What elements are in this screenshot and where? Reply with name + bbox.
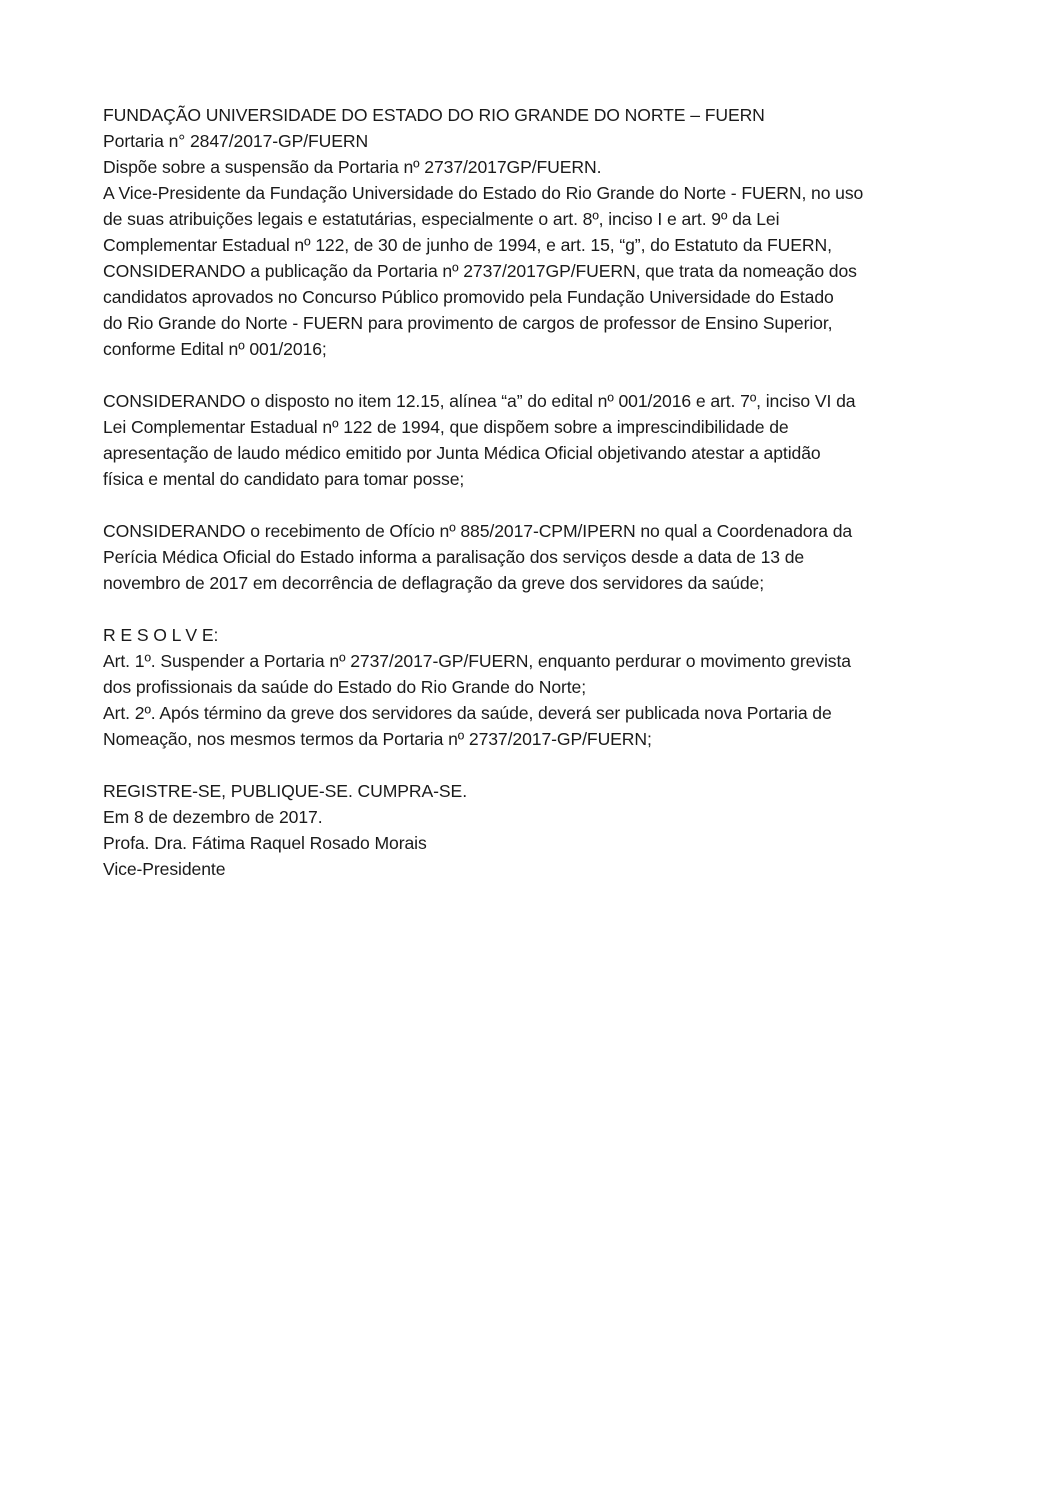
preamble-line: Complementar Estadual nº 122, de 30 de junho de 1994, e art. 15, “g”, do Estatuto da FUERN,	[103, 235, 832, 255]
considerando-line: apresentação de laudo médico emitido por Junta Médica Oficial objetivando atestar a aptidão	[103, 443, 821, 463]
institution-heading: FUNDAÇÃO UNIVERSIDADE DO ESTADO DO RIO GRANDE DO NORTE – FUERN	[103, 105, 765, 125]
preamble-line: CONSIDERANDO a publicação da Portaria nº 2737/2017GP/FUERN, que trata da nomeação dos	[103, 261, 857, 281]
document-body	[103, 102, 963, 882]
considerando-line: novembro de 2017 em decorrência de deflagração da greve dos servidores da saúde;	[103, 573, 764, 593]
preamble-line: candidatos aprovados no Concurso Público promovido pela Fundação Universidade do Estado	[103, 287, 834, 307]
portaria-number: Portaria n° 2847/2017-GP/FUERN	[103, 131, 369, 151]
article-line: Art. 2º. Após término da greve dos servidores da saúde, deverá ser publicada nova Portaria de	[103, 703, 832, 723]
signature-date: Em 8 de dezembro de 2017.	[103, 807, 323, 827]
resolve-heading: R E S O L V E:	[103, 625, 219, 645]
preamble-line: A Vice-Presidente da Fundação Universidade do Estado do Rio Grande do Norte - FUERN, no uso	[103, 183, 864, 203]
considerando-paragraph-3	[103, 518, 963, 596]
considerando-paragraph-2	[103, 388, 963, 492]
signature-role: Vice-Presidente	[103, 859, 226, 879]
considerando-line: CONSIDERANDO o recebimento de Ofício nº 885/2017-CPM/IPERN no qual a Coordenadora da	[103, 521, 853, 541]
article-line: Nomeação, nos mesmos termos da Portaria nº 2737/2017-GP/FUERN;	[103, 729, 652, 749]
signature-name: Profa. Dra. Fátima Raquel Rosado Morais	[103, 833, 427, 853]
considerando-line: física e mental do candidato para tomar posse;	[103, 469, 465, 489]
considerando-line: Perícia Médica Oficial do Estado informa a paralisação dos serviços desde a data de 13 de	[103, 547, 805, 567]
preamble-line: conforme Edital nº 001/2016;	[103, 339, 327, 359]
preamble-line: do Rio Grande do Norte - FUERN para provimento de cargos de professor de Ensino Superior,	[103, 313, 833, 333]
portaria-ementa: Dispõe sobre a suspensão da Portaria nº 2737/2017GP/FUERN.	[103, 157, 602, 177]
article-line: Art. 1º. Suspender a Portaria nº 2737/2017-GP/FUERN, enquanto perdurar o movimento grevista	[103, 651, 851, 671]
article-line: dos profissionais da saúde do Estado do Rio Grande do Norte;	[103, 677, 587, 697]
preamble-line: de suas atribuições legais e estatutárias, especialmente o art. 8º, inciso I e art. 9º da Lei	[103, 209, 780, 229]
signature-block	[103, 804, 963, 882]
considerando-line: Lei Complementar Estadual nº 122 de 1994, que dispõem sobre a imprescindibilidade de	[103, 417, 789, 437]
considerando-line: CONSIDERANDO o disposto no item 12.15, alínea “a” do edital nº 001/2016 e art. 7º, inciso VI da	[103, 391, 856, 411]
preamble-paragraph	[103, 180, 963, 362]
resolve-section	[103, 622, 963, 752]
closing-statement: REGISTRE-SE, PUBLIQUE-SE. CUMPRA-SE.	[103, 781, 467, 801]
